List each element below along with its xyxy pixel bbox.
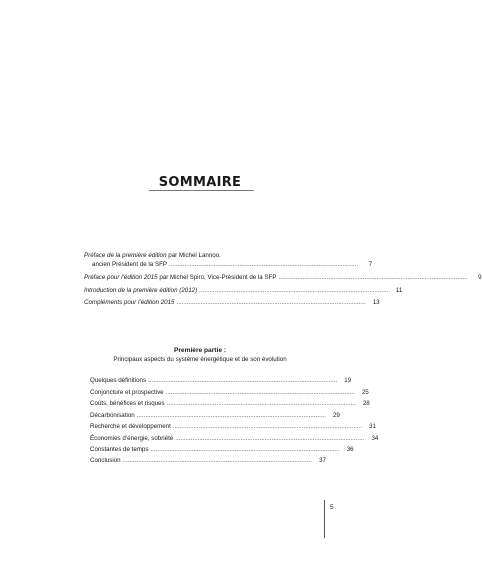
toc-entry-page: 34 [371,435,379,442]
toc-entry-page: 11 [395,287,403,294]
title-underline [149,190,254,191]
toc-entry-label: Conclusion [90,457,121,464]
toc-leader-dots: .............................................................................................................. [176,299,366,306]
toc-entry-preface-first [92,261,373,269]
toc-entry-label: Quelques définitions [90,377,147,384]
toc-entry-label: Économies d’énergie, sobriété [90,435,174,442]
toc-entry-label: Décarbonisation [90,412,135,419]
toc-entry-part-item [90,389,369,397]
toc-leader-dots: .............................................................................................................. [136,412,326,419]
toc-entry-part-item [90,377,352,385]
toc-entry-preface-2015 [84,274,482,282]
toc-entry-part-item [90,400,370,408]
toc-leader-dots: .............................................................................................................. [278,274,468,281]
toc-leader-dots: .............................................................................................................. [148,377,338,384]
toc-leader-dots: .............................................................................................................. [165,389,355,396]
toc-entry-label: ancien Président de la SFP [92,261,167,268]
title-container [0,173,400,191]
toc-entry-label: par Michel Lannoo, [166,252,221,259]
toc-entry-preface-first-line1 [84,252,221,260]
toc-entry-page: 37 [319,457,326,464]
toc-leader-dots: .............................................................................................................. [175,435,365,442]
toc-leader-dots: .............................................................................................................. [172,423,362,430]
toc-entry-label: Coûts, bénéfices et risques [90,400,165,407]
toc-entry-page: 9 [478,274,482,281]
toc-entry-part-item [90,457,326,465]
toc-entry-part-item [90,423,376,431]
toc-entry-page: 36 [346,446,354,453]
toc-entry-part-item [90,446,354,454]
toc-entry-label-italic: Introduction de la première édition (2012) [84,287,198,294]
part-subtitle: Principaux aspects du système énergétique et de son évolution [113,356,287,363]
toc-entry-label: Constantes de temps [90,446,149,453]
toc-entry-label: par Michel Spiro, Vice-Président de la SFP [157,274,277,281]
toc-entry-part-item [90,435,379,443]
page-number: 5 [330,504,334,511]
page-title: SOMMAIRE [158,175,242,190]
toc-entry-label-italic: Préface pour l’édition 2015 [84,274,158,281]
toc-leader-dots: .............................................................................................................. [168,261,359,268]
toc-entry-page: 31 [369,423,376,430]
part-title: Première partie : [173,347,227,354]
toc-entry-page: 25 [361,389,369,396]
toc-entry-page: 29 [332,412,340,419]
toc-entry-label-italic: Préface de la première édition [84,252,167,259]
toc-leader-dots: .............................................................................................................. [199,287,389,294]
toc-entry-page: 13 [372,299,380,306]
toc-entry-complements [84,299,380,307]
toc-leader-dots: .............................................................................................................. [150,446,340,453]
toc-entry-page: 28 [362,400,370,407]
toc-leader-dots: .............................................................................................................. [166,400,356,407]
toc-entry-part-item [90,412,340,420]
toc-entry-introduction [84,287,403,295]
toc-entry-label-italic: Compléments pour l’édition 2015 [84,299,175,306]
toc-entry-label-wrap [84,274,277,282]
toc-entry-label: Conjoncture et prospective [90,389,164,396]
toc-entry-label: Recherche et développement [90,423,171,430]
toc-entry-page: 7 [368,261,373,268]
toc-leader-dots: .............................................................................................................. [122,457,312,464]
toc-entry-page: 19 [344,377,352,384]
folio-rule [324,500,325,538]
